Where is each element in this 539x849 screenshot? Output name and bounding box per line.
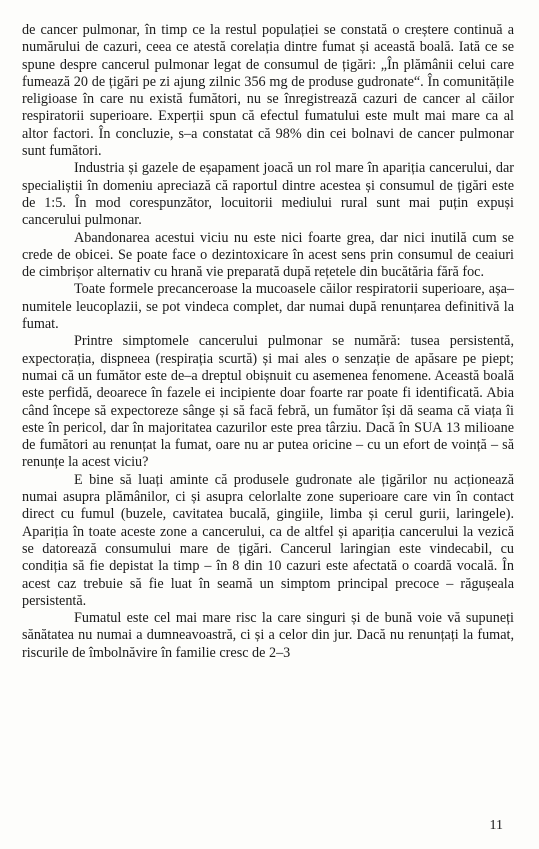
paragraph-precancerous: Toate formele precanceroase la mucoasele căilor respiratorii superioare, așa–numitele leucoplazii, se pot vindeca complet, dar numai după renunțarea definitivă la fumat. xyxy=(22,281,514,333)
paragraph-industry: Industria și gazele de eșapament joacă un rol mare în apariția cancerului, dar specialiștii în domeniu apreciază că raportul dintre acestea și consumul de țigări este de 1:5. În mod corespunzător, locuitorii mediului rural sunt mai puțin expuși cancerului pulmonar. xyxy=(22,160,514,229)
paragraph-tar-products: E bine să luați aminte că produsele gudronate ale țigărilor nu acționează numai asupra plămânilor, ci și asupra celorlalte zone superioare care vin în contact direct cu fumul (buzele, cavitatea bucală, gingiile, limba și cerul gurii, laringele). Apariția în toate aceste zone a cancerului, ca de altfel și apariția cancerului la vezică se datorează consumului mare de țigări. Cancerul laringian este vindecabil, cu condiția să fie depistat la timp – în 8 din 10 cazuri este afectată o coardă vocală. În acest caz trebuie să fie luat în seamă un simptom principal precoce – răgușeala persistentă. xyxy=(22,471,514,609)
paragraph-symptoms: Printre simptomele cancerului pulmonar se numără: tusea persistentă, expectorația, dispneea (respirația scurtă) și mai ales o senzație de apăsare pe piept; numai că un fumător este de–a dreptul obișnuit cu asemenea fenomene. Această boală este perfidă, deoarece în fazele ei incipiente doar foarte rar poate fi identificată. Abia când începe să expectoreze sânge și să facă febră, un fumător își dă seama că viața îi este în pericol, dar în majoritatea cazurilor este prea târziu. Dacă în SUA 13 milioane de fumători au renunțat la fumat, oare nu ar putea oricine – cu un efort de voință – să renunțe la acest viciu? xyxy=(22,333,514,471)
paragraph-continuation: de cancer pulmonar, în timp ce la restul populației se constată o creștere continuă a numărului de cazuri, ceea ce atestă corelația dintre fumat și această boală. Iată ce se spune despre cancerul pulmonar legat de consumul de țigări: „În plămânii celui care fumează 20 de țigări pe zi ajung zilnic 356 mg de produse gudronate“. În comunitățile religioase în care nu există fumători, nu se înregistrează cazuri de cancer al căilor respiratorii superioare. Experții spun că efectul fumatului este mult mai mare ca al altor factori. În concluzie, s–a constatat că 98% din cei bolnavi de cancer pulmonar sunt fumători. xyxy=(22,22,514,160)
body-text xyxy=(22,22,514,662)
paragraph-quitting: Abandonarea acestui viciu nu este nici foarte grea, dar nici inutilă cum se crede de obicei. Se poate face o dezintoxicare în acest sens prin consumul de ceaiuri de cimbrișor alternativ cu hrană vie preparată după rețetele din bucătăria fără foc. xyxy=(22,229,514,281)
page-number: 11 xyxy=(489,818,503,833)
paragraph-risk: Fumatul este cel mai mare risc la care singuri și de bună voie vă supuneți sănătatea nu numai a dumneavoastră, ci și a celor din jur. Dacă nu renunțați la fumat, riscurile de îmbolnăvire în familie cresc de 2–3 xyxy=(22,610,514,661)
